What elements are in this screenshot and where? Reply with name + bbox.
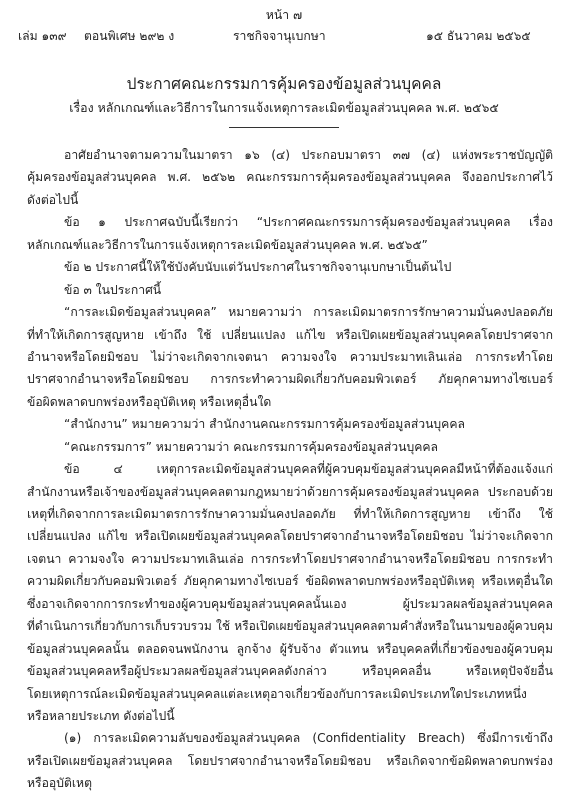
body-line: “สำนักงาน” หมายความว่า สำนักงานคณะกรรมการคุ้มครองข้อมูลส่วนบุคคล xyxy=(64,417,465,432)
publication-date: ๑๕ ธันวาคม ๒๕๖๕ xyxy=(426,29,531,43)
body-line: เจตนา ความจงใจ ความประมาทเลินเล่อ การกระทำโดยปราศจากอำนาจหรือโดยมิชอบ การกระทำ xyxy=(27,551,553,566)
body-line: ข้อมูลส่วนบุคคลนั้น ตลอดจนพนักงาน ลูกจ้าง ผู้รับจ้าง ตัวแทน หรือบุคคลที่เกี่ยวข้องของผู้ควบคุม xyxy=(27,641,553,656)
body-line: เปลี่ยนแปลง แก้ไข หรือเปิดเผยข้อมูลส่วนบุคคลโดยปราศจากอำนาจหรือโดยมิชอบ ไม่ว่าจะเกิดจาก xyxy=(27,529,553,544)
special-section: ตอนพิเศษ ๒๙๒ ง xyxy=(84,29,175,43)
body-line: ความผิดเกี่ยวกับคอมพิวเตอร์ ภัยคุกคามทางไซเบอร์ ข้อผิดพลาดบกพร่องหรืออุบัติเหตุ หรือเหตุอื่นใด xyxy=(27,574,553,589)
announcement-title: ประกาศคณะกรรมการคุ้มครองข้อมูลส่วนบุคคล xyxy=(126,75,442,93)
body-line: ซึ่งอาจเกิดจากการกระทำของผู้ควบคุมข้อมูลส่วนบุคคลนั้นเอง ผู้ประมวลผลข้อมูลส่วนบุคคล xyxy=(27,596,553,611)
body-line: หรือหลายประเภท ดังต่อไปนี้ xyxy=(27,708,175,723)
body-line: “การละเมิดข้อมูลส่วนบุคคล” หมายความว่า การละเมิดมาตรการรักษาความมั่นคงปลอดภัย xyxy=(64,305,553,320)
body-line: โดยเหตุการณ์ละเมิดข้อมูลส่วนบุคคลแต่ละเหตุอาจเกี่ยวข้องกับการละเมิดประเภทใดประเภทหนึ่ง xyxy=(27,686,527,701)
document-body xyxy=(27,144,553,795)
body-line: หลักเกณฑ์และวิธีการในการแจ้งเหตุการละเมิดข้อมูลส่วนบุคคล พ.ศ. ๒๕๖๕” xyxy=(27,237,428,252)
body-line: (๑) การละเมิดความลับของข้อมูลส่วนบุคคล (Confidentiality Breach) ซึ่งมีการเข้าถึง xyxy=(64,731,553,746)
gazette-name: ราชกิจจานุเบกษา xyxy=(233,29,326,43)
body-line: หรือเปิดเผยข้อมูลส่วนบุคคล โดยปราศจากอำนาจหรือโดยมิชอบ หรือเกิดจากข้อผิดพลาดบกพร่อง xyxy=(27,753,553,768)
body-line: เหตุที่เกิดจากการละเมิดมาตรการรักษาความมั่นคงปลอดภัย ที่ทำให้เกิดการสูญหาย เข้าถึง ใช้ xyxy=(27,507,553,521)
body-line: คุ้มครองข้อมูลส่วนบุคคล พ.ศ. ๒๕๖๒ คณะกรรมการคุ้มครองข้อมูลส่วนบุคคล จึงออกประกาศไว้ xyxy=(27,170,553,185)
body-line: ที่ดำเนินการเกี่ยวกับการเก็บรวบรวม ใช้ หรือเปิดเผยข้อมูลส่วนบุคคลตามคำสั่งหรือในนามของผู้ควบคุม xyxy=(27,619,553,634)
title-divider xyxy=(229,127,339,128)
body-line: ข้อ ๔ เหตุการละเมิดข้อมูลส่วนบุคคลที่ผู้ควบคุมข้อมูลส่วนบุคคลมีหน้าที่ต้องแจ้งแก่ xyxy=(64,462,553,477)
announcement-subject: เรื่อง หลักเกณฑ์และวิธีการในการแจ้งเหตุการละเมิดข้อมูลส่วนบุคคล พ.ศ. ๒๕๖๕ xyxy=(69,100,499,115)
body-line: หรืออุบัติเหตุ xyxy=(27,776,92,791)
body-line: ข้อ ๓ ในประกาศนี้ xyxy=(64,282,162,297)
body-line: ปราศจากอำนาจหรือโดยมิชอบ การกระทำความผิดเกี่ยวกับคอมพิวเตอร์ ภัยคุกคามทางไซเบอร์ xyxy=(27,372,553,387)
body-line: ข้อ ๑ ประกาศฉบับนี้เรียกว่า “ประกาศคณะกรรมการคุ้มครองข้อมูลส่วนบุคคล เรื่อง xyxy=(64,215,553,230)
body-line: ดังต่อไปนี้ xyxy=(27,192,79,207)
body-line: สำนักงานหรือเจ้าของข้อมูลส่วนบุคคลตามกฎหมายว่าด้วยการคุ้มครองข้อมูลส่วนบุคคล ประกอบด้วย xyxy=(27,484,553,499)
page-number: หน้า ๗ xyxy=(265,8,303,22)
body-line: อำนาจหรือโดยมิชอบ ไม่ว่าจะเกิดจากเจตนา ความจงใจ ความประมาทเลินเล่อ การกระทำโดย xyxy=(27,349,553,364)
volume-number: เล่ม ๑๓๙ xyxy=(18,29,67,43)
body-line: ข้อ ๒ ประกาศนี้ให้ใช้บังคับนับแต่วันประกาศในราชกิจจานุเบกษาเป็นต้นไป xyxy=(64,260,452,275)
body-line: ข้อมูลส่วนบุคคลหรือผู้ประมวลผลข้อมูลส่วนบุคคลดังกล่าว หรือบุคคลอื่น หรือเหตุปัจจัยอื่น xyxy=(27,664,553,679)
body-line: ข้อผิดพลาดบกพร่องหรืออุบัติเหตุ หรือเหตุอื่นใด xyxy=(27,394,272,409)
body-line: อาศัยอำนาจตามความในมาตรา ๑๖ (๔) ประกอบมาตรา ๓๗ (๔) แห่งพระราชบัญญัติ xyxy=(64,148,553,162)
body-line: ที่ทำให้เกิดการสูญหาย เข้าถึง ใช้ เปลี่ยนแปลง แก้ไข หรือเปิดเผยข้อมูลส่วนบุคคลโดยปราศจาก xyxy=(27,327,553,342)
body-line: “คณะกรรมการ” หมายความว่า คณะกรรมการคุ้มครองข้อมูลส่วนบุคคล xyxy=(64,439,438,454)
